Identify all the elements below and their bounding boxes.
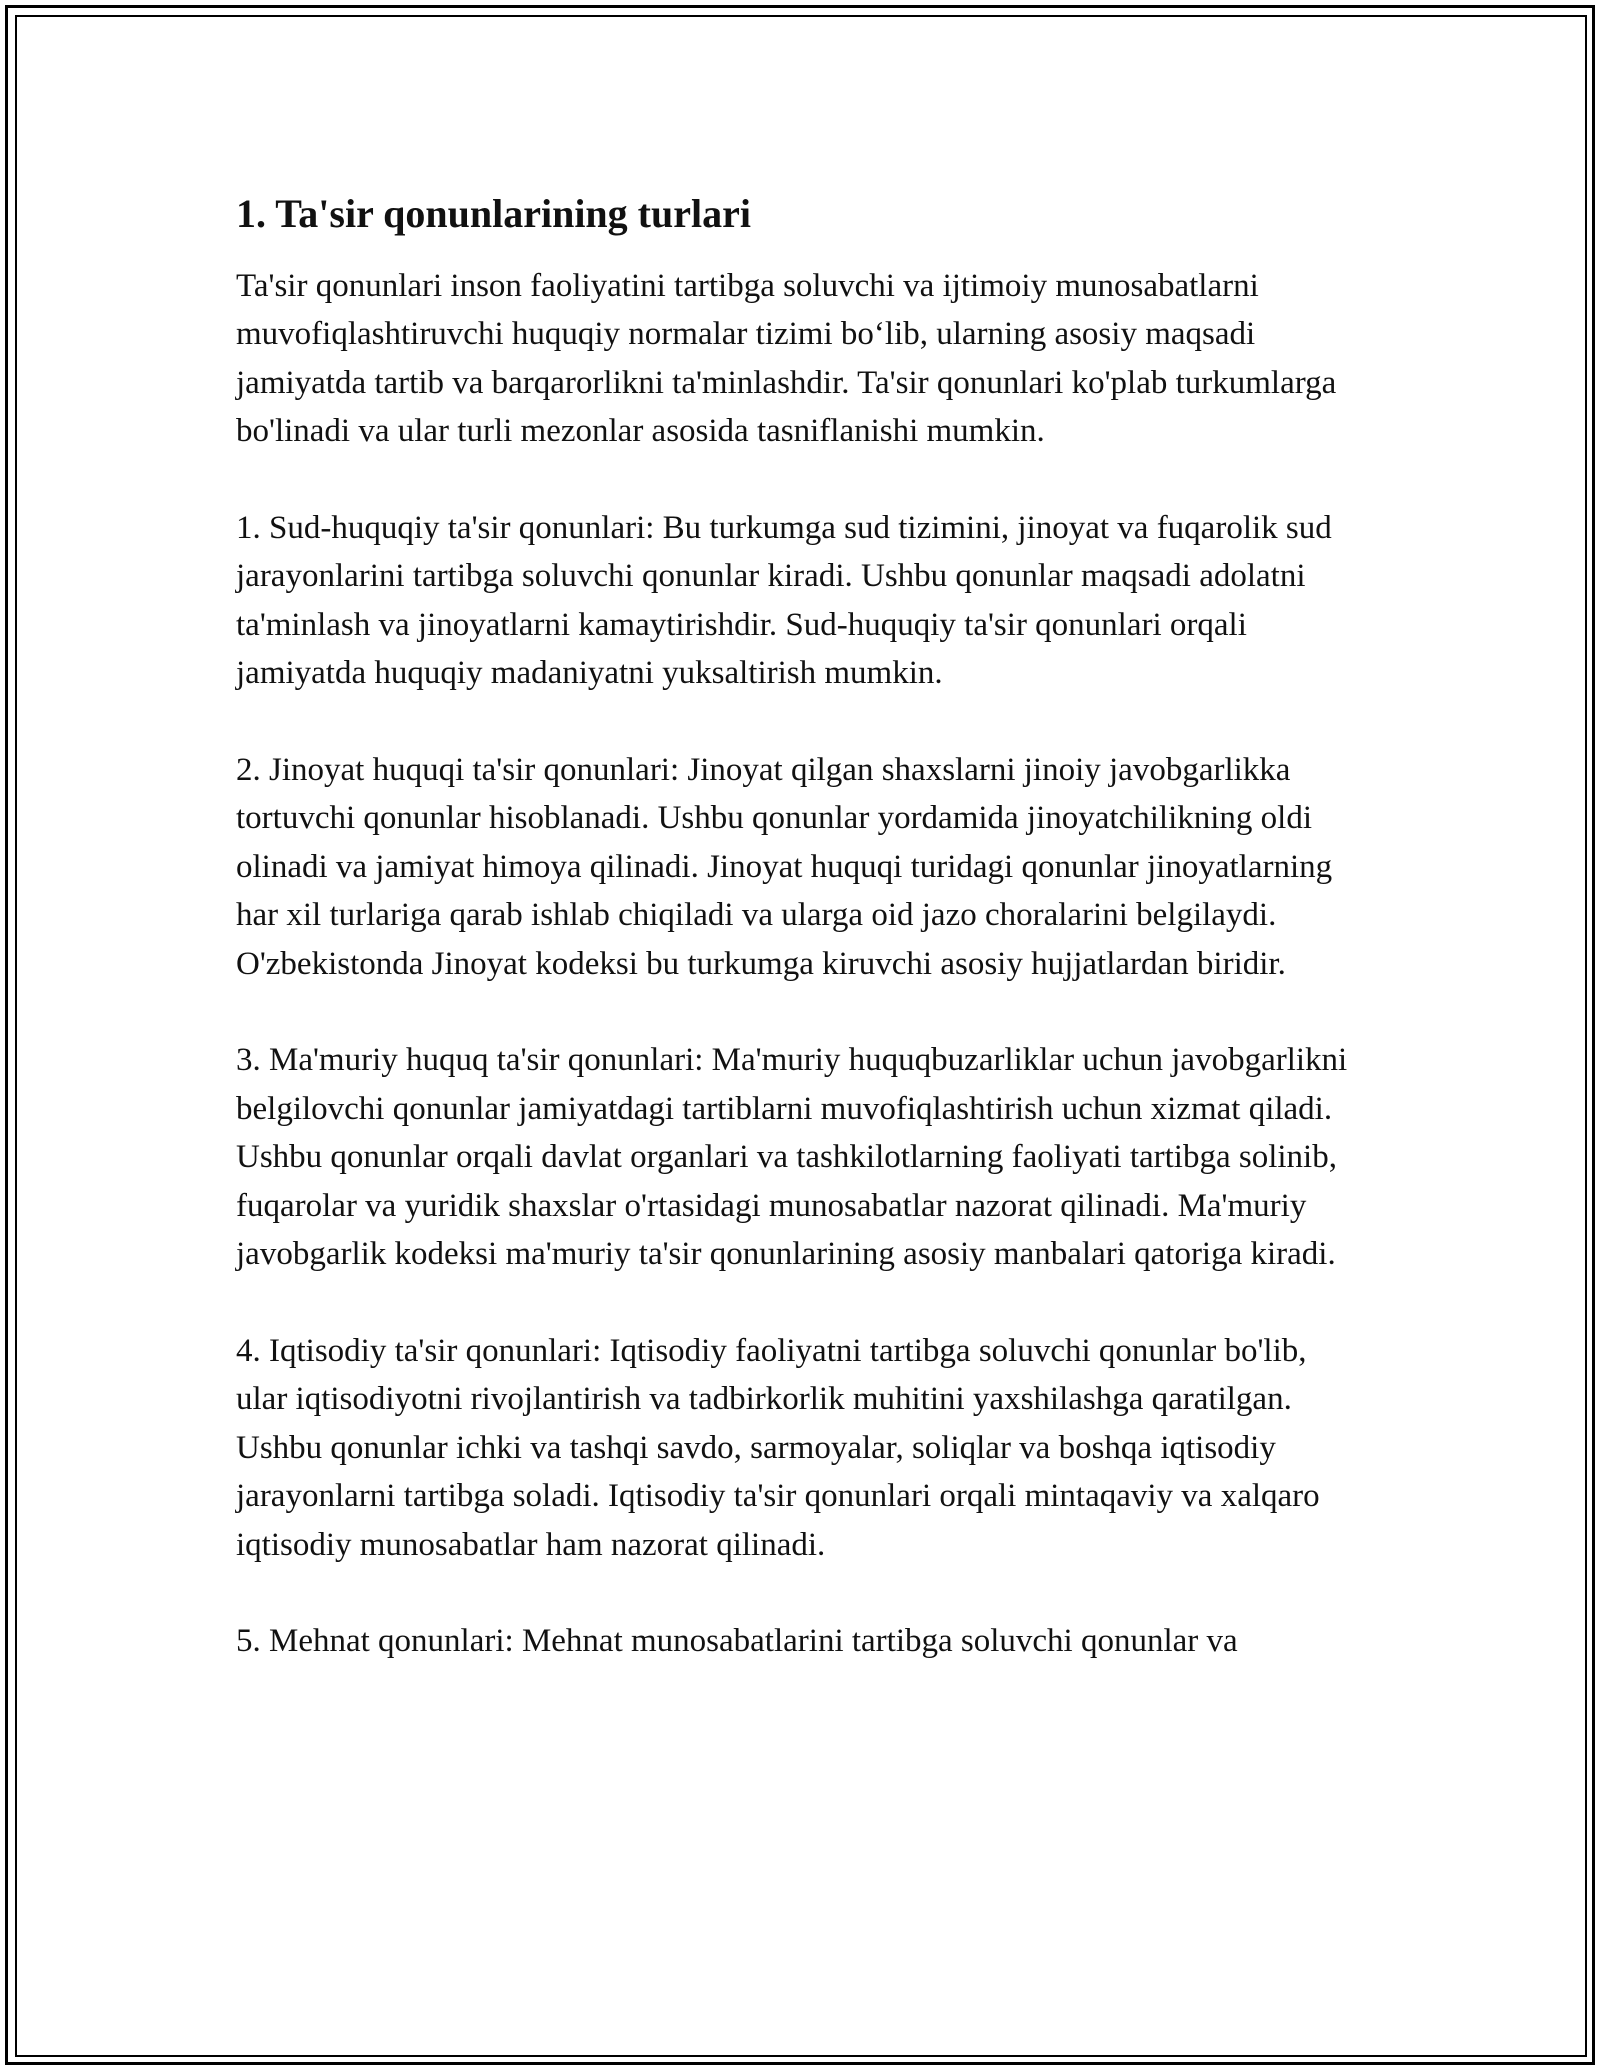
- document-title: 1. Ta'sir qonunlarining turlari: [236, 191, 751, 236]
- paragraph-mamuriy-huquq: 3. Ma'muriy huquq ta'sir qonunlari: Ma'muriy huquqbuzarliklar uchun javobgarlikni belgilovchi qonunlar jamiyatdagi tartiblarni muvofiqlashtirish uchun xizmat qiladi. Ushbu qonunlar orqali davlat organlari va tashkilotlarning faoliyati tartibga solinib, fuqarolar va yuridik shaxslar o'rtasidagi munosabatlar nazorat qilinadi. Ma'muriy javobgarlik kodeksi ma'muriy ta'sir qonunlarining asosiy manbalari qatoriga kiradi.: [236, 1042, 1348, 1273]
- document-page: [236, 186, 1366, 1714]
- paragraph-sud-huquqiy: 1. Sud-huquqiy ta'sir qonunlari: Bu turkumga sud tizimini, jinoyat va fuqarolik sud jarayonlarini tartibga soluvchi qonunlar kiradi. Ushbu qonunlar maqsadi adolatni ta'minlash va jinoyatlarni kamaytirishdir. Sud-huquqiy ta'sir qonunlari orqali jamiyatda huquqiy madaniyatni yuksaltirish mumkin.: [236, 510, 1332, 692]
- intro-paragraph: Ta'sir qonunlari inson faoliyatini tartibga soluvchi va ijtimoiy munosabatlarni muvofiqlashtiruvchi huquqiy normalar tizimi bo‘lib, ularning asosiy maqsadi jamiyatda tartib va barqarorlikni ta'minlashdir. Ta'sir qonunlari ko'plab turkumlarga bo'linadi va ular turli mezonlar asosida tasniflanishi mumkin.: [236, 268, 1337, 450]
- paragraph-jinoyat-huquqi: 2. Jinoyat huquqi ta'sir qonunlari: Jinoyat qilgan shaxslarni jinoiy javobgarlikka tortuvchi qonunlar hisoblanadi. Ushbu qonunlar yordamida jinoyatchilikning oldi olinadi va jamiyat himoya qilinadi. Jinoyat huquqi turidagi qonunlar jinoyatlarning har xil turlariga qarab ishlab chiqiladi va ularga oid jazo choralarini belgilaydi. O'zbekistonda Jinoyat kodeksi bu turkumga kiruvchi asosiy hujjatlardan biridir.: [236, 752, 1333, 982]
- paragraph-iqtisodiy: 4. Iqtisodiy ta'sir qonunlari: Iqtisodiy faoliyatni tartibga soluvchi qonunlar bo'lib, ular iqtisodiyotni rivojlantirish va tadbirkorlik muhitini yaxshilashga qaratilgan. Ushbu qonunlar ichki va tashqi savdo, sarmoyalar, soliqlar va boshqa iqtisodiy jarayonlarni tartibga soladi. Iqtisodiy ta'sir qonunlari orqali mintaqaviy va xalqaro iqtisodiy munosabatlar ham nazorat qilinadi.: [236, 1332, 1320, 1563]
- paragraph-mehnat: 5. Mehnat qonunlari: Mehnat munosabatlarini tartibga soluvchi qonunlar va: [236, 1623, 1238, 1660]
